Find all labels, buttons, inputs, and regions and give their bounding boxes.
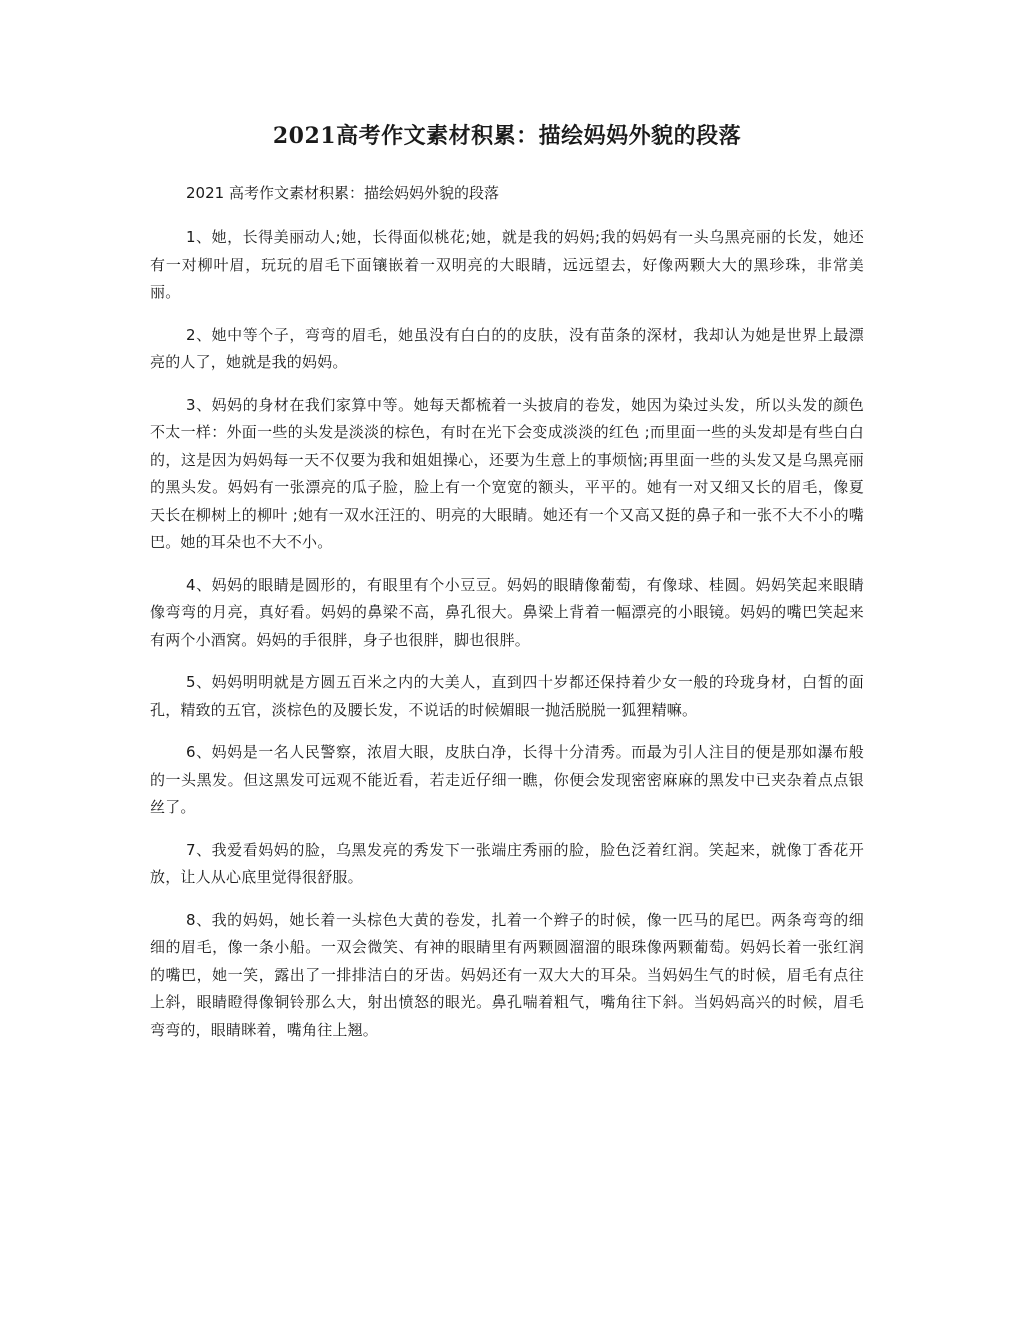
paragraph-5: 5、妈妈明明就是方圆五百米之内的大美人，直到四十岁都还保持着少女一般的玲珑身材，白皙的面孔，精致的五官，淡棕色的及腰长发，不说话的时候媚眼一抛活脱脱一狐狸精嘛。 — [150, 673, 864, 719]
paragraph-2: 2、她中等个子，弯弯的眉毛，她虽没有白白的的皮肤，没有苗条的深材，我却认为她是世界上最漂亮的人了，她就是我的妈妈。 — [150, 325, 864, 371]
paragraph-7: 7、我爱看妈妈的脸，乌黑发亮的秀发下一张端庄秀丽的脸，脸色泛着红润。笑起来，就像丁香花开放，让人从心底里觉得很舒服。 — [150, 840, 864, 886]
document-subtitle: 2021 高考作文素材积累：描绘妈妈外貌的段落 — [186, 184, 499, 202]
document-page — [150, 118, 864, 1059]
paragraph-3: 3、妈妈的身材在我们家算中等。她每天都梳着一头披肩的卷发，她因为染过头发，所以头发的颜色不太一样：外面一些的头发是淡淡的棕色，有时在光下会变成淡淡的红色 ;而里面一些的头发却是有些白白的，这是因为妈妈每一天不仅要为我和姐姐操心，还要为生意上的事烦恼;再里面一些的头发又是乌黑亮丽的黑头发。妈妈有一张漂亮的瓜子脸，脸上有一个宽宽的额头，平平的。她有一对又细又长的眉毛，像夏天长在柳树上的柳叶 ;她有一双水汪汪的、明亮的大眼睛。她还有一个又高又挺的鼻子和一张不大不小的嘴巴。她的耳朵也不大不小。 — [150, 395, 864, 551]
paragraph-6: 6、妈妈是一名人民警察，浓眉大眼，皮肤白净，长得十分清秀。而最为引人注目的便是那如瀑布般的一头黑发。但这黑发可远观不能近看，若走近仔细一瞧，你便会发现密密麻麻的黑发中已夹杂着点点银丝了。 — [150, 743, 864, 816]
paragraph-4: 4、妈妈的眼睛是圆形的，有眼里有个小豆豆。妈妈的眼睛像葡萄，有像球、桂圆。妈妈笑起来眼睛像弯弯的月亮，真好看。妈妈的鼻梁不高，鼻孔很大。鼻梁上背着一幅漂亮的小眼镜。妈妈的嘴巴笑起来有两个小酒窝。妈妈的手很胖，身子也很胖，脚也很胖。 — [150, 575, 864, 649]
paragraph-8: 8、我的妈妈，她长着一头棕色大黄的卷发，扎着一个辫子的时候，像一匹马的尾巴。两条弯弯的细细的眉毛，像一条小船。一双会微笑、有神的眼睛里有两颗圆溜溜的眼珠像两颗葡萄。妈妈长着一张红润的嘴巴，她一笑，露出了一排排洁白的牙齿。妈妈还有一双大大的耳朵。当妈妈生气的时候，眉毛有点往上斜，眼睛瞪得像铜铃那么大，射出愤怒的眼光。鼻孔喘着粗气，嘴角往下斜。当妈妈高兴的时候，眉毛弯弯的，眼睛眯着，嘴角往上翘。 — [150, 910, 864, 1039]
paragraph-1: 1、她，长得美丽动人;她，长得面似桃花;她，就是我的妈妈;我的妈妈有一头乌黑亮丽的长发，她还有一对柳叶眉，玩玩的眉毛下面镶嵌着一双明亮的大眼睛，远远望去，好像两颗大大的黑珍珠，非常美丽。 — [150, 228, 864, 301]
document-title: 2021高考作文素材积累：描绘妈妈外貌的段落 — [272, 123, 742, 149]
